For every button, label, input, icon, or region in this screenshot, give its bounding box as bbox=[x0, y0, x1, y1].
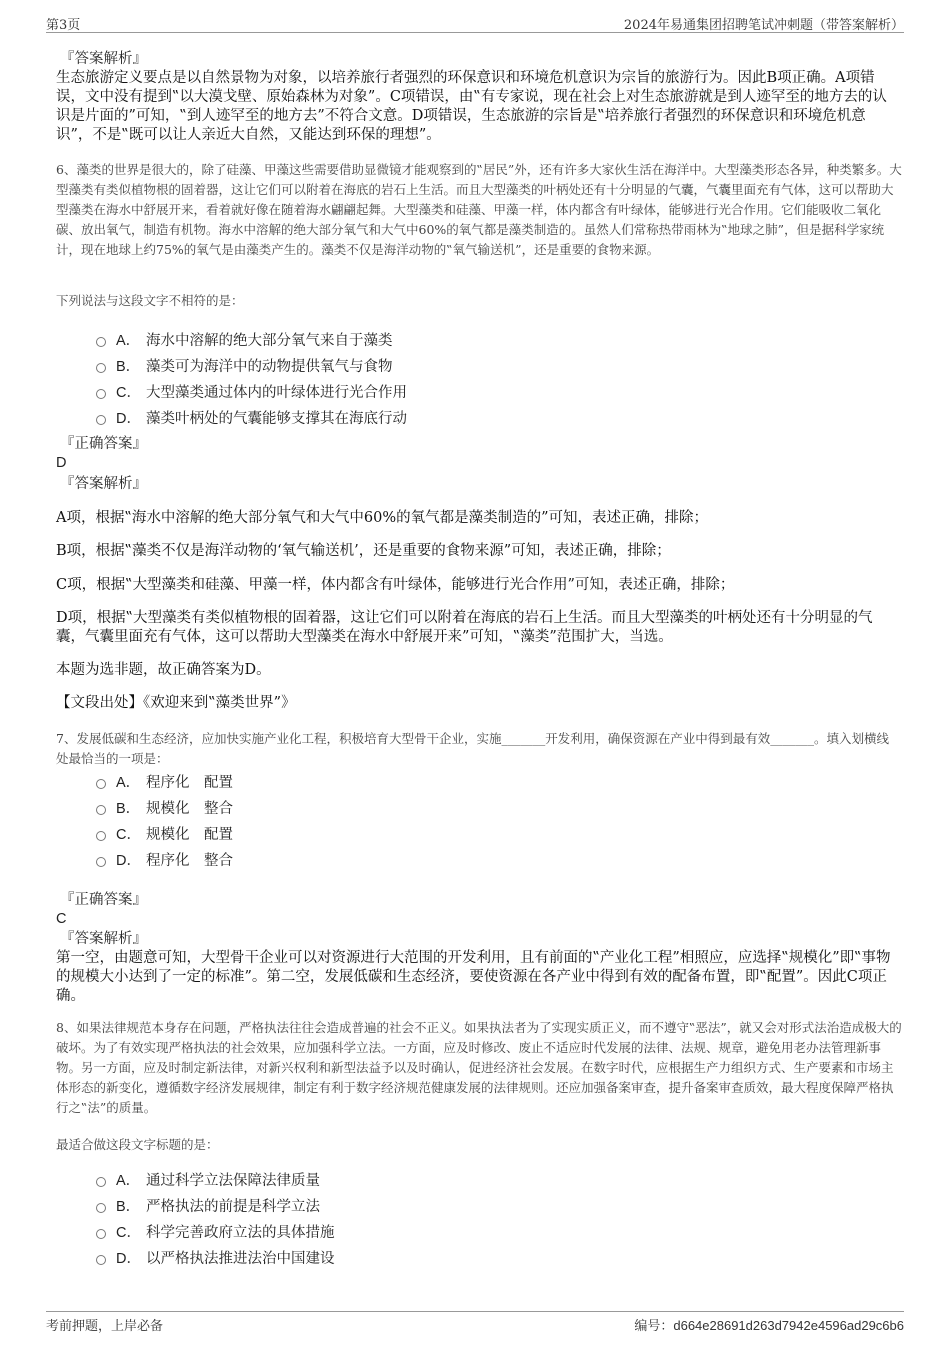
source-citation: 【文段出处】《欢迎来到‟藻类世界”》 bbox=[56, 695, 296, 711]
document-code: 编号：d664e28691d263d7942e4596ad29c6b6 bbox=[634, 1318, 904, 1333]
radio-icon[interactable] bbox=[96, 779, 106, 789]
radio-icon[interactable] bbox=[96, 337, 106, 347]
page-footer bbox=[46, 1311, 904, 1336]
option-c[interactable]: C． 大型藻类通过体内的叶绿体进行光合作用 bbox=[96, 378, 890, 404]
question-6-conclusion: 本题为选非题，故正确答案为D。 bbox=[56, 662, 271, 678]
answer-value: D bbox=[56, 455, 67, 471]
radio-icon[interactable] bbox=[96, 1255, 106, 1265]
question-6-answer bbox=[56, 435, 900, 494]
answer-value: C bbox=[56, 911, 67, 927]
question-6-explain-b: B项，根据‟藻类不仅是海洋动物的‘氧气输送机’，还是重要的食物来源”可知，表述正确，排除； bbox=[56, 543, 671, 559]
page-number: 第3页 bbox=[46, 18, 81, 33]
option-b[interactable]: B． 严格执法的前提是科学立法 bbox=[96, 1192, 890, 1218]
option-b[interactable]: B． 藻类可为海洋中的动物提供氧气与食物 bbox=[96, 352, 890, 378]
radio-icon[interactable] bbox=[96, 415, 106, 425]
radio-icon[interactable] bbox=[96, 831, 106, 841]
explain-text: 生态旅游定义要点是以自然景物为对象，以培养旅行者强烈的环保意识和环境危机意识为宗旨的旅游行为。因此B项正确。A项错误，文中没有提到‟以大漠戈壁、原始森林为对象”。C项错误，由‟有专家说，现在社会上对生态旅游就是到人迹罕至的地方去的认识是片面的”可知，‟到人迹罕至的地方去”不符合文意。D项错误，生态旅游的宗旨是‟培养旅行者强烈的环保意识和环境危机意识”，不是‟既可以让人亲近大自然，又能达到环保的理想”。 bbox=[56, 70, 887, 143]
option-c[interactable]: C． 规模化 配置 bbox=[96, 820, 890, 846]
radio-icon[interactable] bbox=[96, 363, 106, 373]
q5-explanation bbox=[56, 50, 900, 145]
answer-label: 『正确答案』 bbox=[60, 892, 147, 908]
question-7-answer bbox=[56, 891, 900, 1006]
radio-icon[interactable] bbox=[96, 1177, 106, 1187]
question-7-stem bbox=[56, 729, 890, 769]
question-8-stem bbox=[56, 1018, 902, 1118]
explain-label: 『答案解析』 bbox=[60, 51, 147, 67]
radio-icon[interactable] bbox=[96, 1203, 106, 1213]
question-8-prompt bbox=[56, 1136, 900, 1154]
question-prompt: 下列说法与这段文字不相符的是： bbox=[56, 293, 244, 308]
option-b[interactable]: B． 规模化 整合 bbox=[96, 794, 890, 820]
page-header bbox=[46, 10, 904, 33]
explain-label: 『答案解析』 bbox=[60, 931, 147, 947]
question-6-stem bbox=[56, 160, 902, 260]
question-6-options bbox=[96, 326, 890, 430]
option-a[interactable]: A． 程序化 配置 bbox=[96, 768, 890, 794]
option-d[interactable]: D． 藻类叶柄处的气囊能够支撑其在海底行动 bbox=[96, 404, 890, 430]
question-text: 6、藻类的世界是很大的，除了硅藻、甲藻这些需要借助显微镜才能观察到的‟居民”外，还有许多大家伙生活在海洋中。大型藻类形态各异，种类繁多。大型藻类有类似植物根的固着器，这让它们可以附着在海底的岩石上生活。而且大型藻类的叶柄处还有十分明显的气囊，气囊里面充有气体，这可以帮助大型藻类在海水中舒展开来，看着就好像在随着海水翩翩起舞。大型藻类和硅藻、甲藻一样，体内都含有叶绿体，能够进行光合作用。它们能吸收二氧化碳、放出氧气，制造有机物。海水中溶解的绝大部分氧气和大气中60%的氧气都是藻类制造的。虽然人们常称热带雨林为‟地球之肺”，但是据科学家统计，现在地球上约75%的氧气是由藻类产生的。藻类不仅是海洋动物的‟氧气输送机”，还是重要的食物来源。 bbox=[56, 162, 902, 257]
question-8-options bbox=[96, 1166, 890, 1270]
question-text: 8、如果法律规范本身存在问题，严格执法往往会造成普遍的社会不正义。如果执法者为了实现实质正义，而不遵守‟恶法”，就又会对形式法治造成极大的破坏。为了有效实现严格执法的社会效果，应加强科学立法。一方面，应及时修改、废止不适应时代发展的法律、法规、规章，避免用老办法管理新事物。另一方面，应及时制定新法律，对新兴权利和新型法益予以及时确认，促进经济社会发展。在数字时代，应根据生产力组织方式、生产要素和市场主体形态的新变化，遵循数字经济发展规律，制定有利于数字经济规范健康发展的法律规则。还应加强备案审查，提升备案审查质效，最大程度保障严格执行之‟法”的质量。 bbox=[56, 1020, 902, 1115]
question-text: 7、发展低碳和生态经济，应加快实施产业化工程，积极培育大型骨干企业，实施_______开发利用，确保资源在产业中得到最有效_______。填入划横线处最恰当的一项是： bbox=[56, 731, 889, 766]
answer-label: 『正确答案』 bbox=[60, 436, 147, 452]
option-d[interactable]: D． 程序化 整合 bbox=[96, 846, 890, 872]
question-6-explain-c: C项，根据‟大型藻类和硅藻、甲藻一样，体内都含有叶绿体，能够进行光合作用”可知，表述正确，排除； bbox=[56, 577, 735, 593]
explain-label: 『答案解析』 bbox=[60, 476, 147, 492]
option-c[interactable]: C． 科学完善政府立法的具体措施 bbox=[96, 1218, 890, 1244]
question-6-source bbox=[56, 694, 900, 713]
document-title: 2024年易通集团招聘笔试冲刺题（带答案解析） bbox=[623, 18, 904, 33]
option-a[interactable]: A． 通过科学立法保障法律质量 bbox=[96, 1166, 890, 1192]
question-7-options bbox=[96, 768, 890, 872]
question-prompt: 最适合做这段文字标题的是： bbox=[56, 1137, 219, 1152]
question-6-prompt bbox=[56, 292, 900, 310]
explain-text: 第一空，由题意可知，大型骨干企业可以对资源进行大范围的开发利用，且有前面的‟产业化工程”相照应，应选择‟规模化”即‟事物的规模大小达到了一定的标准”。第二空，发展低碳和生态经济，要使资源在各产业中得到有效的配备布置，即‟配置”。因此C项正确。 bbox=[56, 950, 891, 1004]
radio-icon[interactable] bbox=[96, 857, 106, 867]
question-6-explain-d: D项，根据‟大型藻类有类似植物根的固着器，这让它们可以附着在海底的岩石上生活。而且大型藻类的叶柄处还有十分明显的气囊，气囊里面充有气体，这可以帮助大型藻类在海水中舒展开来”可知，‟藻类”范围扩大，当选。 bbox=[56, 610, 873, 645]
footer-slogan: 考前押题，上岸必备 bbox=[46, 1319, 164, 1334]
radio-icon[interactable] bbox=[96, 805, 106, 815]
option-d[interactable]: D． 以严格执法推进法治中国建设 bbox=[96, 1244, 890, 1270]
radio-icon[interactable] bbox=[96, 1229, 106, 1239]
option-a[interactable]: A． 海水中溶解的绝大部分氧气来自于藻类 bbox=[96, 326, 890, 352]
question-6-explain-a: A项，根据‟海水中溶解的绝大部分氧气和大气中60%的氧气都是藻类制造的”可知，表述正确，排除； bbox=[56, 510, 709, 526]
radio-icon[interactable] bbox=[96, 389, 106, 399]
